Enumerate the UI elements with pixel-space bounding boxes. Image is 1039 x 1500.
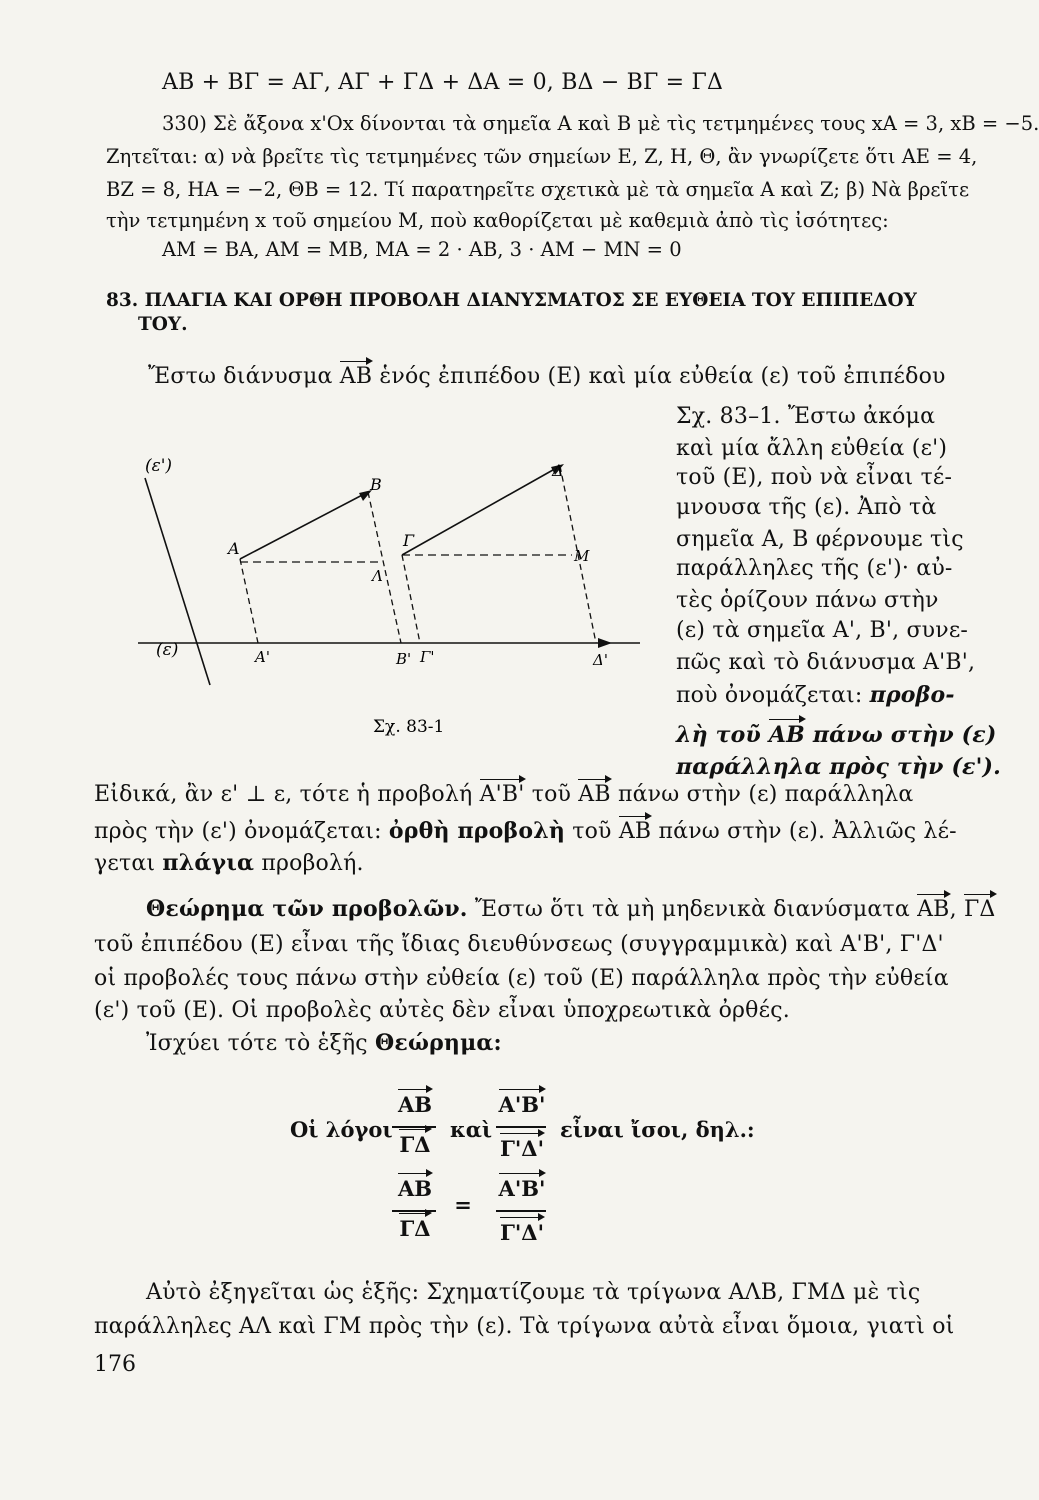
vector-ab: AB	[397, 1176, 433, 1201]
vector-ab: AB	[578, 782, 611, 807]
label-b-prime: B'	[396, 650, 412, 668]
vector-ab: AB	[397, 1092, 433, 1117]
label-d: Δ	[552, 461, 564, 480]
term-orthogonal-projection: ὀρθὴ προβολὴ	[388, 818, 566, 844]
label-a-prime: A'	[255, 648, 270, 666]
para3-line-2: παράλληλες ΑΛ καὶ ΓΜ πρὸς τὴν (ε). Τὰ τρίγωνα αὐτὰ εἶναι ὅμοια, γιατὶ οἱ	[94, 1314, 955, 1339]
vector-g-prime-d-prime: Γ'Δ'	[499, 1136, 545, 1161]
theorem-word: Θεώρημα:	[375, 1030, 502, 1056]
vector-gd: ΓΔ	[963, 897, 996, 922]
ratio-1-num	[390, 1092, 440, 1117]
para1-right-6: παράλληλες τῆς (ε')· αὐ-	[676, 556, 953, 581]
label-m: M	[574, 547, 590, 565]
theorem-line-2: τοῦ ἐπιπέδου (Ε) εἶναι τῆς ἴδιας διευθύνσεως (συγγραμμικὰ) καὶ Α'Β', Γ'Δ'	[94, 932, 944, 957]
para2-line-3	[94, 850, 364, 876]
exercise-330-line-2: Ζητεῖται: α) νὰ βρεῖτε τὶς τετμημένες τῶν σημείων Ε, Ζ, Η, Θ, ἂν γνωρίζετε ὅτι ΑΕ = 4,	[106, 145, 978, 168]
vector-a-prime-b-prime: A'B'	[498, 1176, 546, 1201]
text: τοῦ	[524, 782, 579, 807]
vector-a-prime-b-prime: A'B'	[479, 782, 525, 807]
theorem-title: Θεώρημα τῶν προβολῶν.	[146, 896, 468, 922]
label-l: Λ	[372, 567, 383, 585]
ratio-prefix: Οἱ λόγοι	[290, 1117, 393, 1142]
text: Ἰσχύει τότε τὸ ἑξῆς	[146, 1031, 376, 1056]
vector-ab: AB	[618, 819, 652, 844]
vector-gd-line	[402, 466, 560, 555]
para1-right-10	[676, 682, 955, 708]
section-heading-cont: ΤΟΥ.	[138, 314, 188, 335]
figure-caption: Σχ. 83-1	[373, 717, 445, 737]
projection-arrow	[598, 638, 612, 648]
vector-ab: AB	[917, 897, 950, 922]
para1-right-4: μνουσα τῆς (ε). Ἀπὸ τὰ	[676, 495, 937, 520]
text: Ἔστω διάνυσμα	[148, 364, 340, 389]
text: γεται	[94, 851, 163, 876]
text: λὴ τοῦ	[676, 722, 769, 748]
para1-right-11	[676, 722, 996, 748]
text: προβολή.	[254, 851, 364, 876]
theorem-line-3: οἱ προβολές τους πάνω στὴν εὐθεία (ε) τοῦ (Ε) παράλληλα πρὸς τὴν εὐθεία	[94, 966, 949, 991]
figure-83-1	[100, 440, 660, 750]
eq-1-den	[390, 1216, 440, 1241]
section-heading: 83. ΠΛΑΓΙΑ ΚΑΙ ΟΡΘΗ ΠΡΟΒΟΛΗ ΔΙΑΝΥΣΜΑΤΟΣ ΣΕ ΕΥΘΕΙΑ ΤΟΥ ΕΠΙΠΕΔΟΥ	[106, 290, 917, 311]
parallel-a	[240, 559, 258, 643]
text: Εἰδικά, ἂν ε' ⊥ ε, τότε ἡ προβολή	[94, 782, 480, 807]
ratio-1-den	[390, 1132, 440, 1157]
vector-g-prime-d-prime: Γ'Δ'	[499, 1220, 545, 1245]
para1-right-9: πῶς καὶ τὸ διάνυσμα Α'Β',	[676, 650, 976, 675]
fraction-bar	[496, 1126, 546, 1128]
para1-right-3: τοῦ (Ε), ποὺ νὰ εἶναι τέ-	[676, 465, 953, 490]
vector-ab: AB	[339, 364, 373, 389]
para1-right-1: Σχ. 83–1. Ἔστω ἀκόμα	[676, 404, 936, 429]
term-projection: προβο-	[869, 682, 955, 708]
label-g: Γ	[403, 531, 415, 550]
vector-gd: ΓΔ	[399, 1132, 431, 1157]
ratio-and: καὶ	[450, 1117, 493, 1142]
text: ἑνός ἐπιπέδου (Ε) καὶ μία εὐθεία (ε) τοῦ ἐπιπέδου	[372, 364, 946, 389]
label-d-prime: Δ'	[593, 651, 608, 669]
label-b: B	[370, 475, 382, 494]
para1-right-12: παράλληλα πρὸς τὴν (ε').	[676, 754, 1002, 780]
vector-gd: ΓΔ	[399, 1216, 431, 1241]
theorem-line-5	[146, 1030, 502, 1056]
para1-right-5: σημεῖα Α, Β φέρνουμε τὶς	[676, 527, 964, 552]
para1-right-8: (ε) τὰ σημεῖα Α', Β', συνε-	[676, 618, 969, 643]
ratio-suffix: εἶναι ἴσοι, δηλ.:	[560, 1117, 755, 1142]
para1-right-2: καὶ μία ἄλλη εὐθεία (ε')	[676, 436, 948, 461]
vector-ab-line	[240, 492, 368, 559]
text: τοῦ	[565, 819, 619, 844]
text: πάνω στὴν (ε) παράλληλα	[610, 782, 914, 807]
para1-right-7: τὲς ὁρίζουν πάνω στὴν	[676, 588, 939, 613]
ratio-2-num	[492, 1092, 552, 1117]
text: Ἔστω ὅτι τὰ μὴ μηδενικὰ διανύσματα	[467, 897, 918, 922]
fraction-bar	[496, 1210, 546, 1212]
page-number: 176	[94, 1352, 136, 1377]
theorem-line-4: (ε') τοῦ (Ε). Οἱ προβολὲς αὐτὲς δὲν εἶναι ὑποχρεωτικὰ ὀρθές.	[94, 998, 790, 1023]
para3-line-1: Αὐτὸ ἐξηγεῖται ὡς ἑξῆς: Σχηματίζουμε τὰ τρίγωνα ΑΛΒ, ΓΜΔ μὲ τὶς	[146, 1280, 921, 1305]
para2-line-2	[94, 818, 957, 844]
parallel-g	[402, 555, 420, 643]
vector-ab: AB	[768, 722, 805, 748]
ratio-2-den	[492, 1136, 552, 1161]
text: ποὺ ὀνομάζεται:	[676, 683, 870, 708]
text: πάνω στὴν (ε). Ἀλλιῶς λέ-	[651, 819, 957, 844]
exercise-330-line-5: ΑΜ = ΒΑ, ΑΜ = ΜΒ, ΜΑ = 2 · ΑΒ, 3 · ΑΜ − ΜΝ = 0	[162, 238, 682, 261]
top-equation: AB + ΒΓ = ΑΓ, ΑΓ + ΓΔ + ΔΑ = 0, ΒΔ − ΒΓ = ΓΔ	[162, 70, 724, 95]
term-oblique: πλάγια	[162, 850, 255, 876]
eq-1-num	[390, 1176, 440, 1201]
vector-a-prime-b-prime: A'B'	[498, 1092, 546, 1117]
exercise-330-line-1: 330) Σὲ ἄξονα x'Οx δίνονται τὰ σημεῖα Α καὶ Β μὲ τὶς τετμημένες τους xA = 3, xB = −5.	[162, 112, 1039, 135]
para2-line-1	[94, 782, 913, 807]
eq-2-den	[492, 1220, 552, 1245]
exercise-330-line-4: τὴν τετμημένη x τοῦ σημείου Μ, ποὺ καθορίζεται μὲ καθεμιὰ ἀπὸ τὶς ἰσότητες:	[106, 209, 889, 232]
theorem-line-1: Θεώρημα τῶν προβολῶν. Ἔστω ὅτι τὰ μὴ μηδενικὰ διανύσματα AB, ΓΔ	[146, 896, 996, 922]
label-g-prime: Γ'	[420, 648, 435, 666]
exercise-330-line-3: ΒΖ = 8, ΗΑ = −2, ΘΒ = 12. Τί παρατηρεῖτε σχετικὰ μὲ τὰ σημεῖα Α καὶ Ζ; β) Νὰ βρεῖτε	[106, 178, 970, 201]
text: πάνω στὴν (ε)	[804, 722, 997, 748]
label-a: A	[228, 539, 240, 558]
eq-2-num	[492, 1176, 552, 1201]
label-eps: (ε)	[156, 640, 179, 660]
text: πρὸς τὴν (ε') ὀνομάζεται:	[94, 819, 389, 844]
para1-line-1	[148, 364, 946, 389]
label-eps-prime: (ε')	[145, 456, 173, 476]
equals-sign: =	[454, 1192, 472, 1217]
